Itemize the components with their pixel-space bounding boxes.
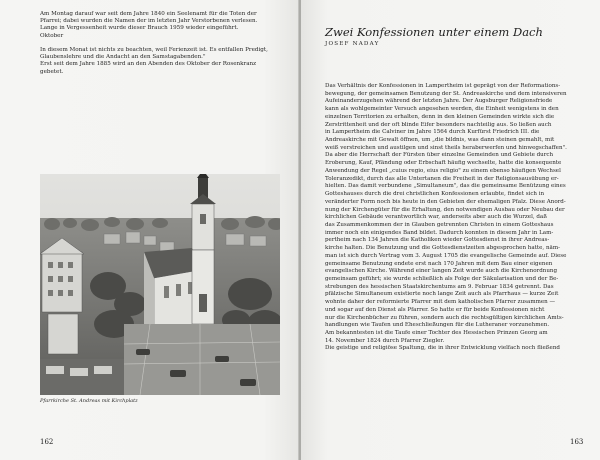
text-line: bewegung, der gemeinsamen Benutzung der St. Andreaskirche und dem intensiveren — [325, 90, 567, 97]
text-line: Pfarrei; dabei wurden die Namen der im letzten Jahr Verstorbenen verlesen. — [40, 18, 258, 25]
page-number-right: 163 — [570, 438, 584, 446]
text-line: Die geistige und religiöse Spaltung, die in ihrer Entwicklung vielfach noch fließend — [325, 345, 560, 352]
text-line: evangelischen Kirche. Während einer langen Zeit wurde auch die Kirchenordnung — [325, 268, 558, 275]
text-line: Am Montag darauf war seit dem Jahre 1840 ein Seelenamt für die Toten der — [40, 11, 257, 17]
text-line: Lange in Vergessenheit wurde dieser Brauch 1959 wieder eingeführt. — [40, 25, 239, 32]
text-line: kirche halten. Die Benutzung und die Gottesdienstzeiten abgesprochen hatte, näm- — [325, 245, 560, 252]
text-line: gemeinsam geführt; sie wurde schließlich als Folge der Säkularisation und der Be- — [325, 275, 559, 282]
text-line: Oktober — [40, 32, 64, 39]
chapter-title: Zwei Konfessionen unter einem Dach — [325, 25, 543, 39]
left-page-text — [40, 11, 282, 76]
text-line: handlungen wie Taufen und Eheschließungen für die Lutheraner vorzunehmen. — [325, 322, 550, 329]
text-line: gemeinsame Benutzung endete erst nach 170 Jahren mit dem Bau einer eigenen — [325, 260, 553, 267]
text-line: Toleranzedikt, durch das alle Untertanen die Freiheit in der Religionsausübung er- — [325, 175, 559, 182]
text-line — [40, 40, 282, 47]
text-line: kirchlichen Gebäude verantwortlich war, anderseits aber auch die Wurzel, daß — [325, 214, 547, 221]
right-page — [301, 0, 600, 460]
text-line: Aufeinanderzugehen während der letzten Jahre. Der Augsburger Religionsfriede — [325, 98, 553, 105]
text-line: immer noch ein einigendes Band bildet. Dadurch konnten in diesem Jahr in Lam- — [325, 229, 554, 236]
text-line: veränderter Form noch bis heute in den Gebieten der ehemaligen Pfalz. Diese Anord- — [325, 198, 566, 205]
text-line: in Lampertheim die Calviner im Jahre 1564 durch Kurfürst Friedrich III. die — [325, 129, 540, 136]
text-line: strebungen des hessischen Staatskirchentums am 9. Februar 1834 getrennt. Das — [325, 283, 554, 290]
text-line: nur die Kirchenbücher zu führen, sondern auch die rechtsgültigen kirchlichen Amts- — [325, 314, 564, 321]
text-line: Zerstrittenheit und der oft blinde Eifer besonders nachteilig aus. So ließen auch — [325, 121, 552, 128]
text-line: nung der Kirchengüter für die Erhaltung, den notwendigen Ausbau oder Neubau der — [325, 206, 565, 213]
text-line: das Zusammenkommen der in Glauben getrennten Christen in einem Gotteshaus — [325, 221, 554, 228]
page-number-left: 162 — [40, 438, 54, 446]
text-line: weiß verstreichen und austilgen und sinst theils heraberwerfen und hinwegschaffen". — [325, 144, 567, 151]
photo-caption: Pfarrkirche St. Andreas mit Kirchplatz — [40, 398, 138, 404]
church-photo-illustration — [40, 174, 280, 395]
text-line: und sogar auf den Dienst als Pfarrer. So hatte er für beide Konfessionen nicht — [325, 306, 545, 313]
text-line: Am bekanntesten ist die Taufe einer Tochter des Hessischen Prinzen Georg am — [325, 330, 548, 336]
text-line: hielten. Das damit verbundene „Simultaneum", das die gemeinsame Benützung eines — [325, 183, 566, 190]
text-line: wohnte daher der reformierte Pfarrer mit dem katholischen Pfarrer zusammen — — [325, 299, 556, 306]
text-line: Das Verhältnis der Konfessionen in Lampertheim ist geprägt von der Reformations- — [325, 83, 561, 89]
text-line: kann als wohlgemeinter Versuch angesehen werden, die Einheit wenigstens in den — [325, 106, 559, 113]
text-line: 14. November 1824 durch Pfarrer Ziegler. — [325, 337, 445, 344]
text-line: Da aber die Herrschaft der Fürsten über einzelne Gemeinden und Gebiete durch — [325, 152, 554, 159]
text-line: einzelnen Territorien zu erhalten, denn in den kleinen Gemeinden wirkte sich die — [325, 113, 555, 120]
church-photo — [40, 174, 280, 395]
text-line: Erst seit dem Jahre 1885 wird an den Abenden des Oktober der Rosenkranz — [40, 61, 257, 68]
text-line: man ist sich durch Vertrag vom 3. August 1705 die evangelische Gemeinde auf. Diese — [325, 252, 567, 259]
text-line: Gotteshauses durch die drei christlichen Konfessionen erlaubte, findet sich in — [325, 191, 545, 198]
text-line: Anwendung der Regel „cuius regio, eius religio" zu einem ebenso häufigen Wechsel — [325, 167, 561, 174]
text-line: Eroberung, Kauf, Pfändung oder Erbschaft häufig wechselte, hatte die konsequente — [325, 160, 562, 167]
text-line: Glaubenslehre und die Andacht an den Samstagabenden." — [40, 54, 206, 61]
text-line: gebetet. — [40, 68, 64, 75]
text-line: In diesem Monat ist nichts zu beachten, weil Ferienzeit ist. Es entfallen Predigt, — [40, 47, 268, 53]
text-line: Andreaskirche mit Gewalt öffnen, um „die bildnis, was dann steinen gemahlt, mit — [325, 137, 555, 144]
text-line: pfälzische Simultaneum existierte noch lange Zeit auch als Pfarrhaus — kurze Zeit — [325, 291, 559, 298]
left-page — [0, 0, 299, 460]
text-line: pertheim nach 134 Jahren die Katholiken wieder Gottesdienst in ihrer Andreas- — [325, 237, 550, 244]
chapter-author: JOSEF NADAY — [325, 41, 380, 47]
right-page-text — [325, 83, 576, 353]
